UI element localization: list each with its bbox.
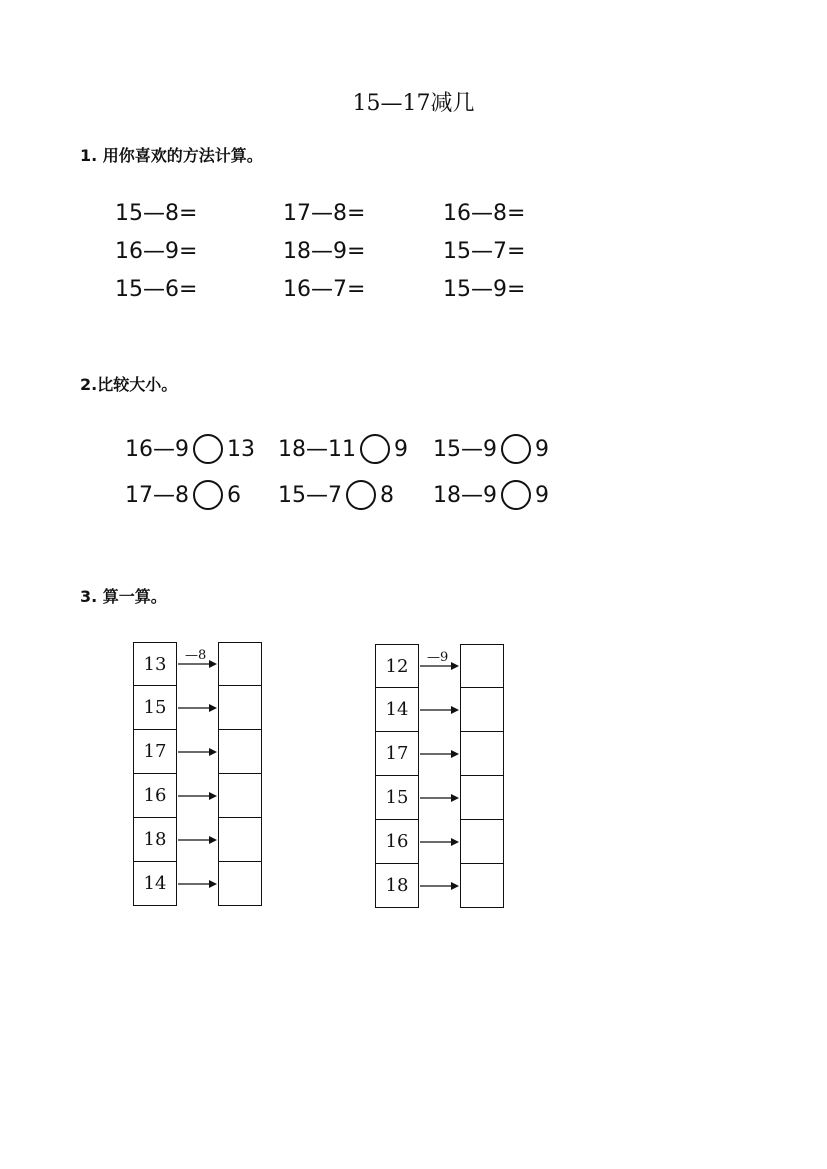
operation-label: —9 <box>427 650 449 665</box>
comparison-item <box>278 432 433 466</box>
input-column <box>375 644 419 908</box>
section-1-label: 1. 用你喜欢的方法计算。 <box>80 146 263 165</box>
answer-cell[interactable] <box>460 864 504 908</box>
answer-cell[interactable] <box>218 642 262 686</box>
equation: 15—6= <box>115 277 198 302</box>
comparison-item <box>278 478 433 512</box>
comparison-item <box>433 432 593 466</box>
answer-circle[interactable] <box>360 434 390 464</box>
answer-circle[interactable] <box>193 434 223 464</box>
comparison-right: 8 <box>380 482 394 508</box>
comparison-grid <box>125 432 593 512</box>
answer-circle[interactable] <box>501 434 531 464</box>
input-cell: 18 <box>133 818 177 862</box>
arrow-right-icon <box>420 881 459 891</box>
answer-cell[interactable] <box>460 732 504 776</box>
equation: 16—8= <box>443 201 526 226</box>
comparison-right: 6 <box>227 482 241 508</box>
answer-circle[interactable] <box>501 480 531 510</box>
comparison-left: 15—9 <box>433 436 497 462</box>
answer-cell[interactable] <box>218 818 262 862</box>
answer-cell[interactable] <box>460 820 504 864</box>
comparison-left: 16—9 <box>125 436 189 462</box>
equation: 15—8= <box>115 201 198 226</box>
comparison-right: 13 <box>227 436 255 462</box>
answer-cell[interactable] <box>218 730 262 774</box>
page-title: 15—17减几 <box>352 91 475 116</box>
arrow-right-icon <box>420 705 459 715</box>
input-cell: 15 <box>133 686 177 730</box>
equation: 16—7= <box>283 277 366 302</box>
answer-cell[interactable] <box>460 776 504 820</box>
operation-label: —8 <box>185 648 207 663</box>
comparison-left: 18—9 <box>433 482 497 508</box>
input-cell: 16 <box>375 820 419 864</box>
input-cell: 17 <box>133 730 177 774</box>
input-column <box>133 642 177 906</box>
comparison-item <box>125 432 278 466</box>
answer-circle[interactable] <box>346 480 376 510</box>
arrow-right-icon <box>420 793 459 803</box>
answer-cell[interactable] <box>460 688 504 732</box>
input-cell: 17 <box>375 732 419 776</box>
input-cell: 14 <box>133 862 177 906</box>
comparison-left: 15—7 <box>278 482 342 508</box>
input-cell: 18 <box>375 864 419 908</box>
comparison-right: 9 <box>394 436 408 462</box>
equation: 16—9= <box>115 239 198 264</box>
comparison-right: 9 <box>535 482 549 508</box>
input-cell: 12 <box>375 644 419 688</box>
equation: 15—9= <box>443 277 526 302</box>
input-cell: 14 <box>375 688 419 732</box>
comparison-item <box>125 478 278 512</box>
equation-grid <box>115 200 603 304</box>
equation: 15—7= <box>443 239 526 264</box>
arrow-right-icon <box>420 749 459 759</box>
comparison-left: 17—8 <box>125 482 189 508</box>
arrow-right-icon <box>178 747 217 757</box>
arrow-right-icon <box>178 703 217 713</box>
answer-cell[interactable] <box>218 686 262 730</box>
answer-column <box>218 642 262 906</box>
comparison-item <box>433 478 593 512</box>
section-2-label: 2.比较大小。 <box>80 375 178 394</box>
arrow-right-icon <box>178 879 217 889</box>
input-cell: 13 <box>133 642 177 686</box>
input-cell: 15 <box>375 776 419 820</box>
arrow-right-icon <box>178 791 217 801</box>
arrow-right-icon <box>420 661 459 671</box>
input-cell: 16 <box>133 774 177 818</box>
answer-cell[interactable] <box>460 644 504 688</box>
answer-circle[interactable] <box>193 480 223 510</box>
answer-cell[interactable] <box>218 862 262 906</box>
answer-column <box>460 644 504 908</box>
arrow-right-icon <box>420 837 459 847</box>
section-3-label: 3. 算一算。 <box>80 587 167 606</box>
comparison-left: 18—11 <box>278 436 356 462</box>
arrow-right-icon <box>178 659 217 669</box>
answer-cell[interactable] <box>218 774 262 818</box>
comparison-right: 9 <box>535 436 549 462</box>
arrow-right-icon <box>178 835 217 845</box>
equation: 17—8= <box>283 201 366 226</box>
equation: 18—9= <box>283 239 366 264</box>
